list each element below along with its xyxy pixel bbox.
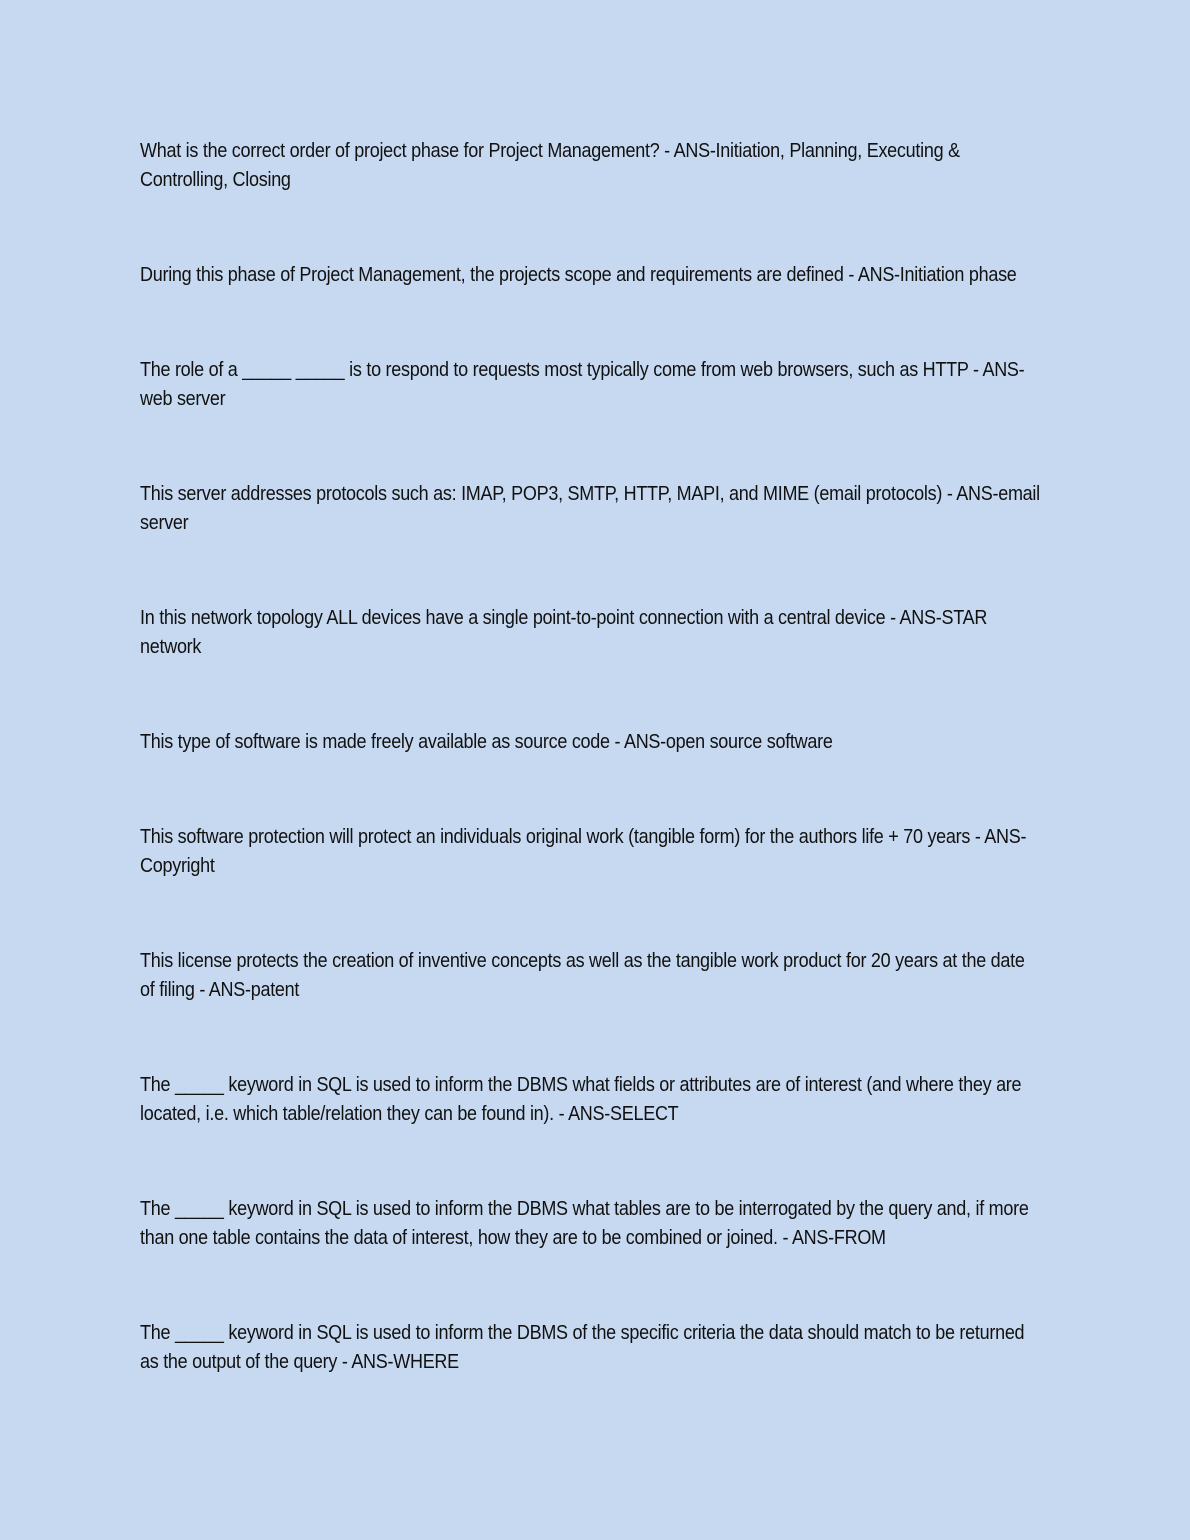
qa-item-star-network: In this network topology ALL devices have a single point-to-point connection with a central device - ANS-STAR network [140, 607, 988, 658]
qa-item-project-phases: What is the correct order of project phase for Project Management? - ANS-Initiation, Planning, Executing & Controlling, Closing [140, 140, 960, 191]
qa-item-email-server: This server addresses protocols such as: IMAP, POP3, SMTP, HTTP, MAPI, and MIME (email protocols) - ANS-email server [140, 483, 1040, 534]
qa-item-sql-select: The _____ keyword in SQL is used to inform the DBMS what fields or attributes are of interest (and where they are located, i.e. which table/relation they can be found in). - ANS-SELECT [140, 1074, 1022, 1125]
qa-item-sql-from: The _____ keyword in SQL is used to inform the DBMS what tables are to be interrogated by the query and, if more than one table contains the data of interest, how they are to be combined or joined. - ANS-FROM [140, 1198, 1029, 1249]
qa-item-open-source: This type of software is made freely available as source code - ANS-open source software [140, 731, 833, 753]
qa-item-web-server: The role of a _____ _____ is to respond to requests most typically come from web browsers, such as HTTP - ANS-web server [140, 359, 1025, 410]
qa-item-initiation-phase: During this phase of Project Management, the projects scope and requirements are defined - ANS-Initiation phase [140, 264, 1017, 286]
qa-item-sql-where: The _____ keyword in SQL is used to inform the DBMS of the specific criteria the data should match to be returned as the output of the query - ANS-WHERE [140, 1322, 1025, 1373]
qa-item-patent: This license protects the creation of inventive concepts as well as the tangible work product for 20 years at the date of filing - ANS-patent [140, 950, 1025, 1001]
qa-item-copyright: This software protection will protect an individuals original work (tangible form) for the authors life + 70 years - ANS-Copyright [140, 826, 1027, 877]
